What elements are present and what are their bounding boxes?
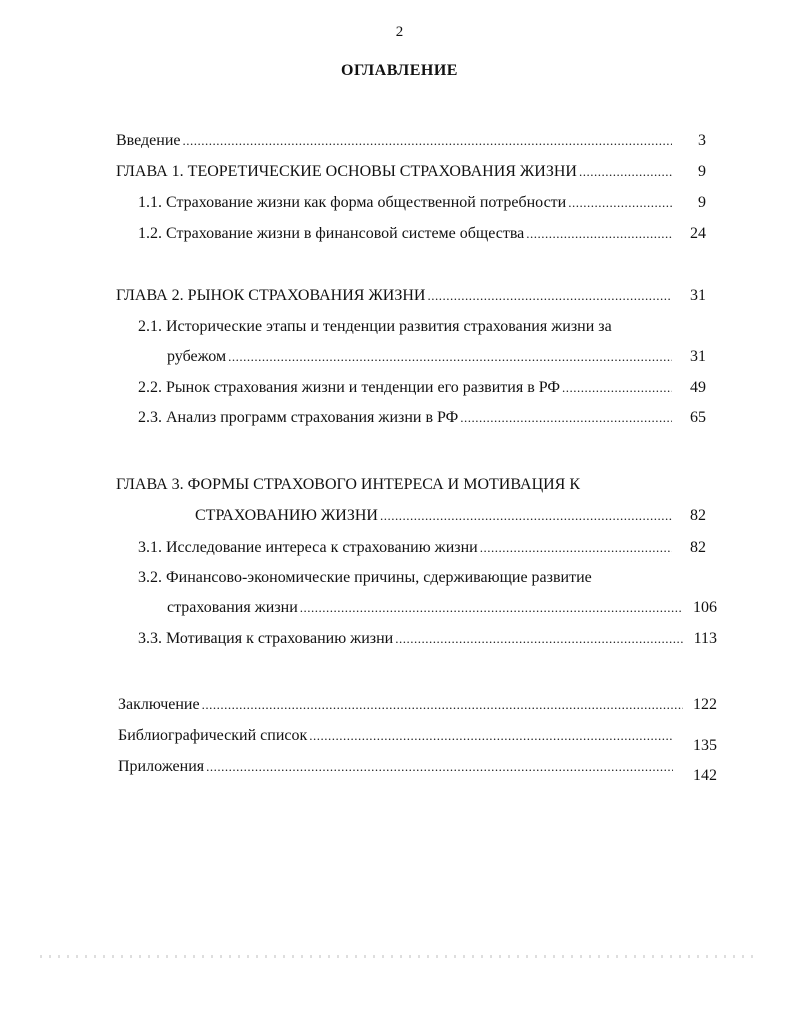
dot-leader: [309, 726, 673, 746]
toc-section-3-1: [138, 538, 706, 558]
dot-leader: [579, 162, 672, 182]
toc-page-number: 106: [693, 599, 717, 616]
toc-page-number: 31: [690, 287, 706, 304]
toc-entry-appendices: [118, 757, 675, 777]
toc-page-number: 122: [693, 696, 717, 713]
toc-section-2-3: [138, 408, 706, 428]
dot-leader: [206, 757, 673, 777]
toc-entry-label: 1.1. Страхование жизни как форма общественной потребности: [138, 194, 567, 211]
toc-page-number: 113: [693, 630, 717, 647]
dot-leader: [183, 131, 673, 151]
toc-section-3-3: [138, 629, 717, 649]
toc-entry-label: Заключение: [118, 696, 200, 713]
toc-entry-label: 2.3. Анализ программ страхования жизни в РФ: [138, 409, 459, 426]
dot-leader: [380, 506, 672, 526]
dot-leader: [395, 629, 683, 649]
toc-entry-label: страхования жизни: [167, 599, 298, 616]
toc-entry-label: Введение: [116, 132, 181, 149]
toc-page-number-appendices: 142: [693, 767, 717, 784]
toc-section-3-2-line1: 3.2. Финансово-экономические причины, сдерживающие развитие: [138, 569, 592, 586]
toc-page-number: 65: [690, 409, 706, 426]
toc-entry-label: Приложения: [118, 758, 205, 775]
toc-chapter-label: ГЛАВА 2. РЫНОК СТРАХОВАНИЯ ЖИЗНИ: [116, 287, 426, 304]
toc-entry-label: 2.2. Рынок страхования жизни и тенденции его развития в РФ: [138, 379, 561, 396]
toc-page-number: 9: [698, 194, 706, 211]
toc-section-2-1-line1: 2.1. Исторические этапы и тенденции развития страхования жизни за: [138, 318, 612, 335]
toc-section-3-2: [167, 598, 717, 618]
toc-entry-label: 1.2. Страхование жизни в финансовой системе общества: [138, 225, 525, 242]
toc-page-number: 82: [690, 507, 706, 524]
toc-entry-label: 3.3. Мотивация к страхованию жизни: [138, 630, 394, 647]
toc-page-number: 9: [698, 163, 706, 180]
toc-entry-bibliography: [118, 726, 675, 746]
toc-title: ОГЛАВЛЕНИЕ: [341, 62, 458, 79]
dot-leader: [526, 224, 672, 244]
dot-leader: [480, 538, 672, 558]
dot-leader: [427, 286, 672, 306]
page-number: 2: [395, 24, 404, 40]
toc-page-number: 3: [698, 132, 706, 149]
toc-entry-label: рубежом: [167, 348, 227, 365]
dot-leader: [460, 408, 672, 428]
toc-entry-label: 3.1. Исследование интереса к страхованию жизни: [138, 539, 478, 556]
dot-leader: [562, 378, 672, 398]
dot-leader: [300, 598, 683, 618]
toc-chapter-1: [116, 162, 706, 182]
toc-section-1-1: [138, 193, 706, 213]
toc-chapter-3-line1: ГЛАВА 3. ФОРМЫ СТРАХОВОГО ИНТЕРЕСА И МОТИВАЦИЯ К: [116, 476, 581, 493]
toc-chapter-3: [195, 506, 706, 526]
toc-section-2-1: [167, 347, 706, 367]
toc-page-number-bibliography: 135: [693, 737, 717, 754]
toc-section-2-2: [138, 378, 706, 398]
toc-entry-label: Библиографический список: [118, 727, 308, 744]
dot-leader: [568, 193, 672, 213]
toc-page-number: 24: [690, 225, 706, 242]
toc-chapter-2: [116, 286, 706, 306]
toc-entry-conclusion: [118, 695, 717, 715]
toc-chapter-label: ГЛАВА 1. ТЕОРЕТИЧЕСКИЕ ОСНОВЫ СТРАХОВАНИЯ ЖИЗНИ: [116, 163, 577, 180]
dot-leader: [228, 347, 672, 367]
toc-page-number: 49: [690, 379, 706, 396]
toc-chapter-label: СТРАХОВАНИЮ ЖИЗНИ: [195, 507, 378, 524]
toc-page-number: 82: [690, 539, 706, 556]
scan-artifact: [40, 955, 760, 958]
toc-page-number: 31: [690, 348, 706, 365]
toc-section-1-2: [138, 224, 706, 244]
dot-leader: [202, 695, 683, 715]
toc-entry-intro: [116, 131, 706, 151]
